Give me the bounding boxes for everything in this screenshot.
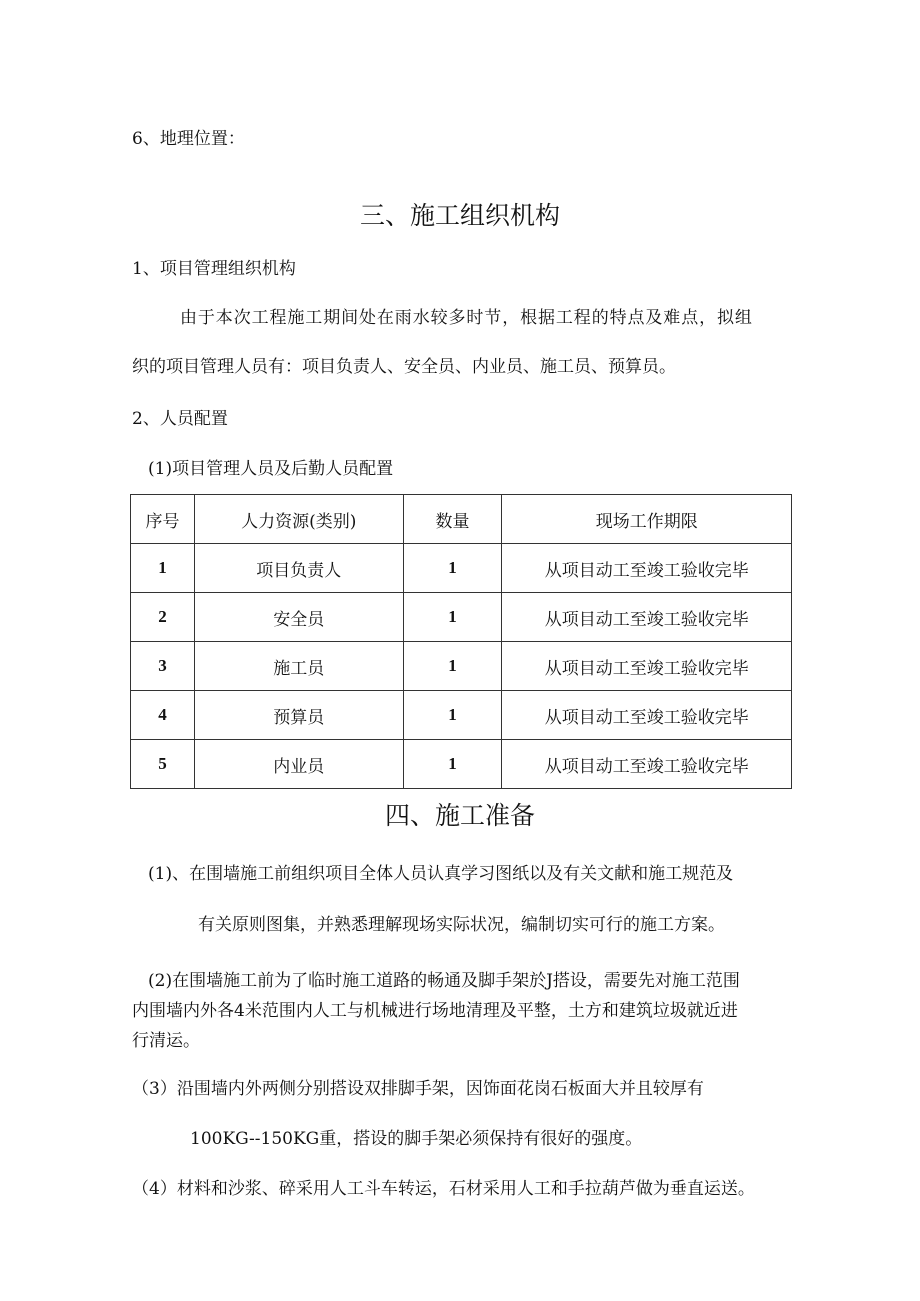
cell-period: 从项目动工至竣工验收完毕 bbox=[502, 740, 792, 789]
cell-no: 3 bbox=[131, 642, 195, 691]
staff-table bbox=[130, 494, 792, 789]
subsection-title-management: 1、项目管理组织机构 bbox=[132, 259, 296, 279]
cell-no: 1 bbox=[131, 544, 195, 593]
cell-period: 从项目动工至竣工验收完毕 bbox=[502, 593, 792, 642]
cell-qty: 1 bbox=[403, 593, 502, 642]
paragraph-line: 由于本次工程施工期间处在雨水较多时节，根据工程的特点及难点，拟组 bbox=[180, 308, 753, 328]
table-row bbox=[131, 740, 792, 789]
cell-role: 施工员 bbox=[194, 642, 403, 691]
table-row bbox=[131, 691, 792, 740]
cell-qty: 1 bbox=[403, 642, 502, 691]
cell-qty: 1 bbox=[403, 740, 502, 789]
cell-role: 安全员 bbox=[194, 593, 403, 642]
cell-no: 2 bbox=[131, 593, 195, 642]
table-header-row bbox=[131, 495, 792, 544]
column-header-no: 序号 bbox=[131, 495, 195, 544]
table-row bbox=[131, 544, 792, 593]
column-header-qty: 数量 bbox=[403, 495, 502, 544]
paragraph-line: 内围墙内外各4米范围内人工与机械进行场地清理及平整，土方和建筑垃圾就近进 bbox=[132, 1001, 738, 1021]
cell-no: 5 bbox=[131, 740, 195, 789]
subsection-title-staffing: 2、人员配置 bbox=[132, 409, 228, 429]
table-row bbox=[131, 593, 792, 642]
paragraph-line: 有关原则图集，并熟悉理解现场实际状况，编制切实可行的施工方案。 bbox=[198, 915, 725, 935]
cell-qty: 1 bbox=[403, 691, 502, 740]
paragraph-line: 织的项目管理人员有：项目负责人、安全员、内业员、施工员、预算员。 bbox=[132, 357, 676, 377]
location-heading: 6、地理位置： bbox=[132, 129, 245, 149]
paragraph-line: 行清运。 bbox=[132, 1031, 200, 1051]
cell-period: 从项目动工至竣工验收完毕 bbox=[502, 544, 792, 593]
column-header-role: 人力资源(类别) bbox=[194, 495, 403, 544]
paragraph-line: (2)在围墙施工前为了临时施工道路的畅通及脚手架於J搭设，需要先对施工范围 bbox=[148, 971, 740, 991]
column-header-period: 现场工作期限 bbox=[502, 495, 792, 544]
cell-role: 项目负责人 bbox=[194, 544, 403, 593]
paragraph-line: 100KG--150KG重，搭设的脚手架必须保持有很好的强度。 bbox=[190, 1129, 643, 1149]
table-caption: (1)项目管理人员及后勤人员配置 bbox=[148, 459, 394, 479]
cell-period: 从项目动工至竣工验收完毕 bbox=[502, 691, 792, 740]
cell-qty: 1 bbox=[403, 544, 502, 593]
cell-role: 内业员 bbox=[194, 740, 403, 789]
section-heading-preparation: 四、施工准备 bbox=[384, 801, 535, 830]
paragraph-line: （3）沿围墙内外两侧分别搭设双排脚手架，因饰面花岗石板面大并且较厚有 bbox=[132, 1079, 704, 1099]
section-heading-organization: 三、施工组织机构 bbox=[359, 201, 560, 230]
paragraph-line: （4）材料和沙浆、碎采用人工斗车转运，石材采用人工和手拉葫芦做为垂直运送。 bbox=[132, 1179, 755, 1199]
table-row bbox=[131, 642, 792, 691]
cell-no: 4 bbox=[131, 691, 195, 740]
cell-role: 预算员 bbox=[194, 691, 403, 740]
paragraph-line: (1)、在围墙施工前组织项目全体人员认真学习图纸以及有关文献和施工规范及 bbox=[148, 864, 734, 884]
cell-period: 从项目动工至竣工验收完毕 bbox=[502, 642, 792, 691]
